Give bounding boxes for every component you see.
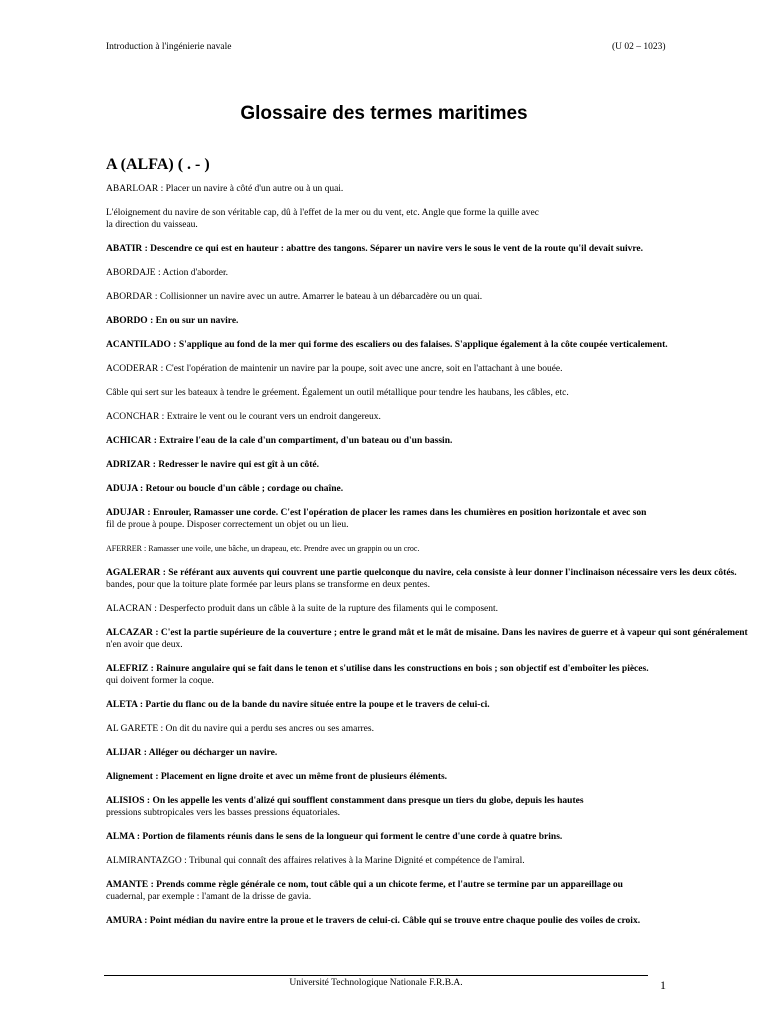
glossary-entry-line: ACANTILADO : S'applique au fond de la mer qui forme des escaliers ou des falaises. S'applique également à la côte coupée verticalement. (106, 340, 668, 350)
glossary-entry-line: cuadernal, par exemple : l'amant de la drisse de gavia. (106, 892, 312, 902)
glossary-entry-line: ALETA : Partie du flanc ou de la bande du navire située entre la poupe et le travers de celui-ci. (106, 700, 490, 710)
glossary-entry-line: AMURA : Point médian du navire entre la proue et le travers de celui-ci. Câble qui se trouve entre chaque poulie des voiles de croix. (106, 916, 641, 926)
glossary-entry-line: ABARLOAR : Placer un navire à côté d'un autre ou à un quai. (106, 184, 344, 194)
glossary-entry (106, 291, 768, 303)
glossary-entry-line: ALIJAR : Alléger ou décharger un navire. (106, 748, 278, 758)
glossary-entry (106, 699, 768, 711)
glossary-entry (106, 567, 768, 591)
glossary-entry-line: ALISIOS : On les appelle les vents d'alizé qui soufflent constamment dans presque un tiers du globe, depuis les hautes (106, 796, 584, 806)
header-course-code: (U 02 – 1023) (612, 42, 666, 52)
glossary-entry (106, 543, 768, 555)
glossary-entry-line: ALCAZAR : C'est la partie supérieure de la couverture ; entre le grand mât et le mât de misaine. Dans les navires de guerre et à vapeur qui sont généralement (106, 628, 748, 638)
glossary-entry (106, 855, 768, 867)
glossary-entry-line: ABATIR : Descendre ce qui est en hauteur : abattre des tangons. Séparer un navire vers le sous le vent de la route qu'il devait suivre. (106, 244, 644, 254)
glossary-entry (106, 771, 768, 783)
glossary-entry-line: ABORDAR : Collisionner un navire avec un autre. Amarrer le bateau à un débarcadère ou un quai. (106, 292, 483, 302)
glossary-entry-line: AL GARETE : On dit du navire qui a perdu ses ancres ou ses amarres. (106, 724, 374, 734)
glossary-entry-line: qui doivent former la coque. (106, 676, 214, 686)
glossary-entry-line: ALMIRANTAZGO : Tribunal qui connaît des affaires relatives à la Marine Dignité et compétence de l'amiral. (106, 856, 525, 866)
glossary-entry (106, 627, 768, 651)
glossary-entry (106, 459, 768, 471)
glossary-entry (106, 435, 768, 447)
glossary-entry (106, 795, 768, 819)
glossary-entry (106, 243, 768, 255)
page-number: 1 (660, 978, 666, 992)
glossary-entry-line: ADRIZAR : Redresser le navire qui est gît à un côté. (106, 460, 319, 470)
document-title: Glossaire des termes maritimes (240, 103, 528, 124)
glossary-entry (106, 915, 768, 927)
glossary-entry (106, 663, 768, 687)
glossary-entry-line: ABORDO : En ou sur un navire. (106, 316, 239, 326)
glossary-entry (106, 747, 768, 759)
glossary-entry-line: ACONCHAR : Extraire le vent ou le courant vers un endroit dangereux. (106, 412, 381, 422)
glossary-entry-line: n'en avoir que deux. (106, 640, 183, 650)
glossary-entry-line: L'éloignement du navire de son véritable cap, dû à l'effet de la mer ou du vent, etc. Angle que forme la quille avec (106, 208, 539, 218)
glossary-entry (106, 207, 768, 231)
glossary-entry-line: AGALERAR : Se référant aux auvents qui couvrent une partie quelconque du navire, cela consiste à leur donner l'inclinaison nécessaire vers les deux côtés. (106, 568, 737, 578)
glossary-entry-line: Alignement : Placement en ligne droite et avec un même front de plusieurs éléments. (106, 772, 448, 782)
glossary-entry (106, 831, 768, 843)
glossary-entry (106, 507, 768, 531)
glossary-entry-list (106, 183, 768, 939)
header-course-title: Introduction à l'ingénierie navale (106, 42, 232, 52)
footer-rule (104, 975, 648, 976)
glossary-entry (106, 483, 768, 495)
glossary-entry-line: AMANTE : Prends comme règle générale ce nom, tout câble qui a un chicote ferme, et l'autre se termine par un appareillage ou (106, 880, 623, 890)
glossary-entry (106, 603, 768, 615)
glossary-entry-line: bandes, pour que la toiture plate formée par leurs plans se transforme en deux pentes. (106, 580, 430, 590)
glossary-entry (106, 315, 768, 327)
glossary-entry-line: ADUJAR : Enrouler, Ramasser une corde. C'est l'opération de placer les rames dans les chumières en position horizontale et avec son (106, 508, 647, 518)
glossary-entry (106, 339, 768, 351)
glossary-entry (106, 183, 768, 195)
glossary-entry-line: AFERRER : Ramasser une voile, une bâche, un drapeau, etc. Prendre avec un grappin ou un croc. (106, 544, 420, 553)
section-heading: A (ALFA) ( . - ) (106, 156, 210, 173)
glossary-entry-line: fil de proue à poupe. Disposer correctement un objet ou un lieu. (106, 520, 349, 530)
glossary-entry-line: ALEFRIZ : Rainure angulaire qui se fait dans le tenon et s'utilise dans les constructions en bois ; son objectif est d'emboîter les pièces. (106, 664, 649, 674)
glossary-entry-line: ALMA : Portion de filaments réunis dans le sens de la longueur qui forment le centre d'une corde à quatre brins. (106, 832, 563, 842)
glossary-entry-line: pressions subtropicales vers les basses pressions équatoriales. (106, 808, 341, 818)
glossary-entry-line: Câble qui sert sur les bateaux à tendre le gréement. Également un outil métallique pour tendre les haubans, les câbles, etc. (106, 388, 569, 398)
glossary-entry-line: ABORDAJE : Action d'aborder. (106, 268, 229, 278)
glossary-entry (106, 387, 768, 399)
glossary-entry (106, 411, 768, 423)
glossary-entry (106, 267, 768, 279)
glossary-entry-line: ADUJA : Retour ou boucle d'un câble ; cordage ou chaîne. (106, 484, 344, 494)
footer-institution: Université Technologique Nationale F.R.B.A. (289, 978, 463, 988)
glossary-entry-line: ACHICAR : Extraire l'eau de la cale d'un compartiment, d'un bateau ou d'un bassin. (106, 436, 453, 446)
glossary-entry (106, 363, 768, 375)
glossary-entry-line: ALACRAN : Desperfecto produit dans un câble à la suite de la rupture des filaments qui le composent. (106, 604, 499, 614)
glossary-entry-line: ACODERAR : C'est l'opération de maintenir un navire par la poupe, soit avec une ancre, soit en l'attachant à une bouée. (106, 364, 563, 374)
glossary-entry (106, 879, 768, 903)
glossary-entry (106, 723, 768, 735)
glossary-entry-line: la direction du vaisseau. (106, 220, 198, 230)
